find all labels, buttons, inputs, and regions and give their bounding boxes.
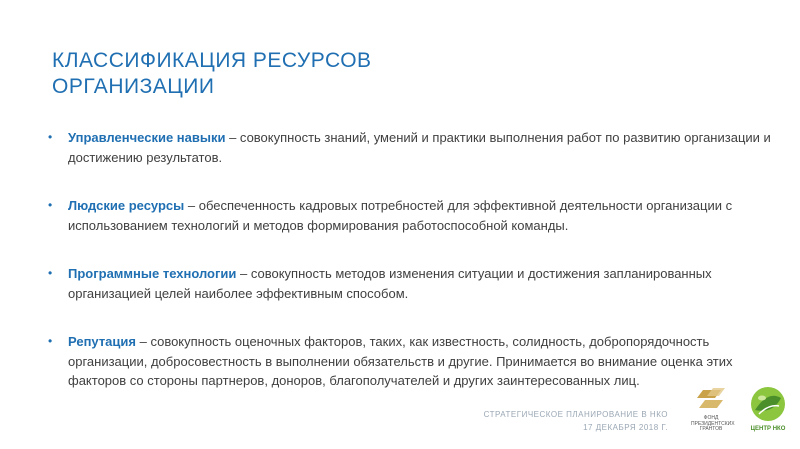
slide-title-line-2: ОРГАНИЗАЦИИ (52, 75, 215, 98)
list-item (48, 196, 778, 235)
footer-caption (484, 408, 668, 434)
center-logo-caption: ЦЕНТР НКО (750, 426, 786, 432)
fund-logo-caption: ФОНД ПРЕЗИДЕНТСКИХ ГРАНТОВ (691, 415, 735, 432)
list-item-term: Людские ресурсы (68, 198, 185, 213)
fund-emblem-icon (691, 386, 731, 416)
resource-list (48, 128, 778, 420)
slide-title (52, 48, 652, 100)
bullet-icon: • (48, 198, 53, 212)
list-item (48, 264, 778, 303)
list-item-term: Репутация (68, 334, 136, 349)
globe-leaf-icon (745, 384, 791, 426)
list-item-description: – совокупность знаний, умений и практики выполнения работ по развитию организации и достижению результатов. (68, 130, 771, 165)
nko-center-logo (745, 384, 791, 438)
bullet-icon: • (48, 334, 53, 348)
list-item (48, 332, 778, 391)
list-item-description: – обеспеченность кадровых потребностей для эффективной деятельности организации с использованием технологий и методов формирования работоспособной команды. (68, 198, 733, 233)
bullet-icon: • (48, 130, 53, 144)
slide-title-line-1: КЛАССИФИКАЦИЯ РЕСУРСОВ (52, 49, 372, 72)
footer-event-title: СТРАТЕГИЧЕСКОЕ ПЛАНИРОВАНИЕ В НКО (483, 410, 668, 419)
footer-date: 17 ДЕКАБРЯ 2018 Г. (583, 423, 668, 432)
list-item-description: – совокупность оценочных факторов, таких, как известность, солидность, добропорядочность организации, добросовестность в выполнении обязательств и другие. Принимается во внимание оценка этих факторов со стороны партнеров, доноров, благополучателей и других заинтересованных лиц. (68, 334, 733, 388)
list-item (48, 128, 778, 167)
list-item-description: – совокупность методов изменения ситуации и достижения запланированных организацией целей наиболее эффективным способом. (68, 266, 712, 301)
presidential-grants-fund-logo (691, 386, 735, 436)
list-item-term: Управленческие навыки (68, 130, 226, 145)
list-item-term: Программные технологии (68, 266, 237, 281)
bullet-icon: • (48, 266, 53, 280)
